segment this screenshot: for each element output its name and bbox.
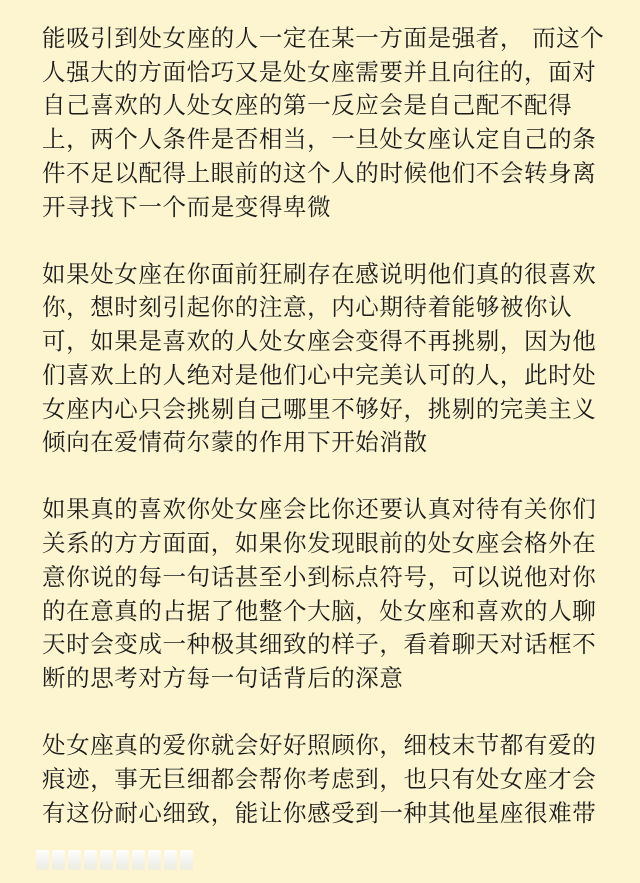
text-line: 如果处女座在你面前狂刷存在感说明他们真的很喜欢 — [42, 259, 597, 288]
paragraph-3 — [42, 493, 602, 695]
text-line: 如果真的喜欢你处女座会比你还要认真对待有关你们 — [42, 495, 597, 524]
text-line: 天时会变成一种极其细致的样子，看着聊天对话框不 — [42, 630, 597, 659]
text-line: 断的思考对方每一句话背后的深意 — [42, 663, 404, 692]
text-line: 有这份耐心细致，能让你感受到一种其他星座很难带 — [42, 798, 597, 827]
text-line: 开寻找下一个而是变得卑微 — [42, 192, 332, 221]
text-line: 你，想时刻引起你的注意，内心期待着能够被你认 — [42, 293, 573, 322]
text-line: 们喜欢上的人绝对是他们心中完美认可的人，此时处 — [42, 360, 597, 389]
text-line: 关系的方方面面，如果你发现眼前的处女座会格外在 — [42, 529, 597, 558]
text-line: 痕迹，事无巨细都会帮你考虑到，也只有处女座才会 — [42, 764, 597, 793]
paragraph-4 — [42, 729, 602, 830]
text-line: 的在意真的占据了他整个大脑，处女座和喜欢的人聊 — [42, 596, 597, 625]
paragraph-2 — [42, 258, 602, 460]
text-line: 女座内心只会挑剔自己哪里不够好，挑剔的完美主义 — [42, 394, 597, 423]
text-line: 上，两个人条件是否相当，一旦处女座认定自己的条 — [42, 125, 597, 154]
bottom-fade — [0, 863, 640, 883]
text-line: 处女座真的爱你就会好好照顾你，细枝末节都有爱的 — [42, 731, 597, 760]
text-line: 能吸引到处女座的人一定在某一方面是强者， 而这个 — [42, 24, 605, 52]
article-body — [42, 22, 605, 864]
text-line: 可，如果是喜欢的人处女座会变得不再挑剔，因为他 — [42, 327, 597, 356]
text-line: 自己喜欢的人处女座的第一反应会是自己配不配得 — [42, 91, 573, 120]
text-line: 倾向在爱情荷尔蒙的作用下开始消散 — [42, 428, 428, 457]
text-line: 件不足以配得上眼前的这个人的时候他们不会转身离 — [42, 158, 597, 187]
text-line: 人强大的方面恰巧又是处女座需要并且向往的，面对 — [42, 57, 597, 86]
text-line: 意你说的每一句话甚至小到标点符号，可以说他对你 — [42, 562, 597, 591]
paragraph-1 — [42, 22, 605, 224]
